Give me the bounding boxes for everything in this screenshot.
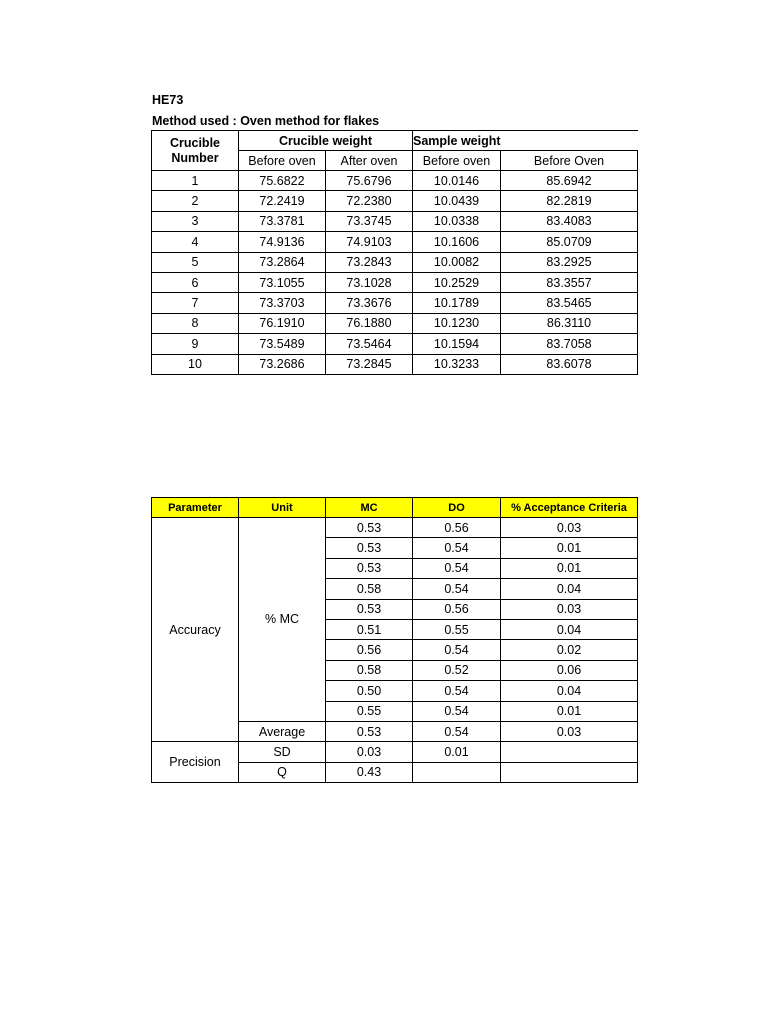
crucible-number-header: Crucible Number — [152, 131, 239, 171]
table-cell: 73.2845 — [326, 354, 413, 374]
method-line: Method used : Oven method for flakes — [152, 114, 380, 128]
criteria-value: 0.04 — [501, 579, 638, 599]
table-cell: 72.2380 — [326, 191, 413, 211]
criteria-value: 0.02 — [501, 640, 638, 660]
table-cell: 5 — [152, 252, 239, 272]
accuracy-label: Accuracy — [152, 518, 239, 742]
table-cell: 83.3557 — [501, 272, 638, 292]
table-cell: 73.3781 — [239, 211, 326, 231]
table-cell: 83.5465 — [501, 293, 638, 313]
sd-label: SD — [239, 742, 326, 762]
table-cell: 74.9103 — [326, 232, 413, 252]
criteria-value: 0.03 — [501, 599, 638, 619]
criteria-value: 0.04 — [501, 619, 638, 639]
crucible-weight-header: Crucible weight — [239, 131, 413, 151]
criteria-value: 0.04 — [501, 681, 638, 701]
table-cell: 73.2686 — [239, 354, 326, 374]
table-row — [152, 354, 638, 374]
average-criteria: 0.03 — [501, 721, 638, 741]
do-value: 0.55 — [413, 619, 501, 639]
before-oven-header: Before oven — [239, 151, 326, 171]
table-row — [152, 293, 638, 313]
unit-label: % MC — [239, 518, 326, 722]
sample-before-oven-header: Before oven — [413, 151, 501, 171]
criteria-value: 0.01 — [501, 558, 638, 578]
table-cell: 85.0709 — [501, 232, 638, 252]
table-cell: 10.0439 — [413, 191, 501, 211]
table-cell: 73.2864 — [239, 252, 326, 272]
average-do: 0.54 — [413, 721, 501, 741]
sd-criteria — [501, 742, 638, 762]
table-cell: 9 — [152, 334, 239, 354]
table-cell: 73.1028 — [326, 272, 413, 292]
table-row — [152, 518, 638, 538]
mc-value: 0.56 — [326, 640, 413, 660]
mc-value: 0.53 — [326, 518, 413, 538]
average-mc: 0.53 — [326, 721, 413, 741]
table-cell: 73.3745 — [326, 211, 413, 231]
do-value: 0.52 — [413, 660, 501, 680]
table-row — [152, 191, 638, 211]
table-cell: 8 — [152, 313, 239, 333]
table-cell: 83.6078 — [501, 354, 638, 374]
table-cell: 10.1606 — [413, 232, 501, 252]
table-cell: 73.1055 — [239, 272, 326, 292]
do-header: DO — [413, 498, 501, 518]
table-cell: 83.7058 — [501, 334, 638, 354]
table-row — [152, 313, 638, 333]
criteria-value: 0.01 — [501, 701, 638, 721]
mc-value: 0.53 — [326, 599, 413, 619]
table-cell: 10.1230 — [413, 313, 501, 333]
average-label: Average — [239, 721, 326, 741]
table-row — [152, 211, 638, 231]
crucible-weights-table — [151, 130, 638, 375]
mc-value: 0.58 — [326, 579, 413, 599]
do-value: 0.54 — [413, 579, 501, 599]
table-cell: 82.2819 — [501, 191, 638, 211]
unit-header: Unit — [239, 498, 326, 518]
table-cell: 10.0146 — [413, 171, 501, 191]
precision-label: Precision — [152, 742, 239, 783]
table-cell: 2 — [152, 191, 239, 211]
table-cell: 10.0338 — [413, 211, 501, 231]
table-cell: 7 — [152, 293, 239, 313]
do-value: 0.54 — [413, 701, 501, 721]
after-oven-header: After oven — [326, 151, 413, 171]
table-cell: 73.2843 — [326, 252, 413, 272]
table-row — [152, 171, 638, 191]
sd-row — [152, 742, 638, 762]
table-row — [152, 252, 638, 272]
do-value: 0.56 — [413, 518, 501, 538]
do-value: 0.54 — [413, 681, 501, 701]
mc-header: MC — [326, 498, 413, 518]
document-title: HE73 — [152, 93, 184, 107]
mc-value: 0.51 — [326, 619, 413, 639]
table-cell: 6 — [152, 272, 239, 292]
table-cell: 72.2419 — [239, 191, 326, 211]
sample-weight-header: Sample weight — [413, 131, 501, 151]
sd-mc: 0.03 — [326, 742, 413, 762]
table-cell: 76.1880 — [326, 313, 413, 333]
table-cell: 73.3676 — [326, 293, 413, 313]
table-cell: 76.1910 — [239, 313, 326, 333]
q-do — [413, 762, 501, 782]
mc-value: 0.50 — [326, 681, 413, 701]
criteria-value: 0.03 — [501, 518, 638, 538]
table-cell: 75.6822 — [239, 171, 326, 191]
table-cell: 10.0082 — [413, 252, 501, 272]
table-cell: 10.1789 — [413, 293, 501, 313]
table-cell: 10.3233 — [413, 354, 501, 374]
table-row — [152, 272, 638, 292]
mc-value: 0.53 — [326, 538, 413, 558]
q-label: Q — [239, 762, 326, 782]
table-cell: 10.1594 — [413, 334, 501, 354]
table-cell: 83.4083 — [501, 211, 638, 231]
do-value: 0.56 — [413, 599, 501, 619]
table-cell: 73.3703 — [239, 293, 326, 313]
table-row — [152, 334, 638, 354]
q-mc: 0.43 — [326, 762, 413, 782]
table-row — [152, 232, 638, 252]
do-value: 0.54 — [413, 558, 501, 578]
before-oven-total-header: Before Oven — [501, 151, 638, 171]
table-cell: 4 — [152, 232, 239, 252]
table-cell: 3 — [152, 211, 239, 231]
mc-value: 0.55 — [326, 701, 413, 721]
table-cell: 85.6942 — [501, 171, 638, 191]
criteria-value: 0.06 — [501, 660, 638, 680]
table-cell: 86.3110 — [501, 313, 638, 333]
table-cell: 10 — [152, 354, 239, 374]
empty-header-cell — [501, 131, 638, 151]
validation-table — [151, 497, 638, 783]
parameter-header: Parameter — [152, 498, 239, 518]
criteria-header: % Acceptance Criteria — [501, 498, 638, 518]
criteria-value: 0.01 — [501, 538, 638, 558]
q-criteria — [501, 762, 638, 782]
table-cell: 74.9136 — [239, 232, 326, 252]
table-cell: 10.2529 — [413, 272, 501, 292]
table-cell: 73.5489 — [239, 334, 326, 354]
do-value: 0.54 — [413, 640, 501, 660]
table-cell: 83.2925 — [501, 252, 638, 272]
sd-do: 0.01 — [413, 742, 501, 762]
table-cell: 73.5464 — [326, 334, 413, 354]
mc-value: 0.53 — [326, 558, 413, 578]
table-cell: 75.6796 — [326, 171, 413, 191]
table-cell: 1 — [152, 171, 239, 191]
do-value: 0.54 — [413, 538, 501, 558]
mc-value: 0.58 — [326, 660, 413, 680]
